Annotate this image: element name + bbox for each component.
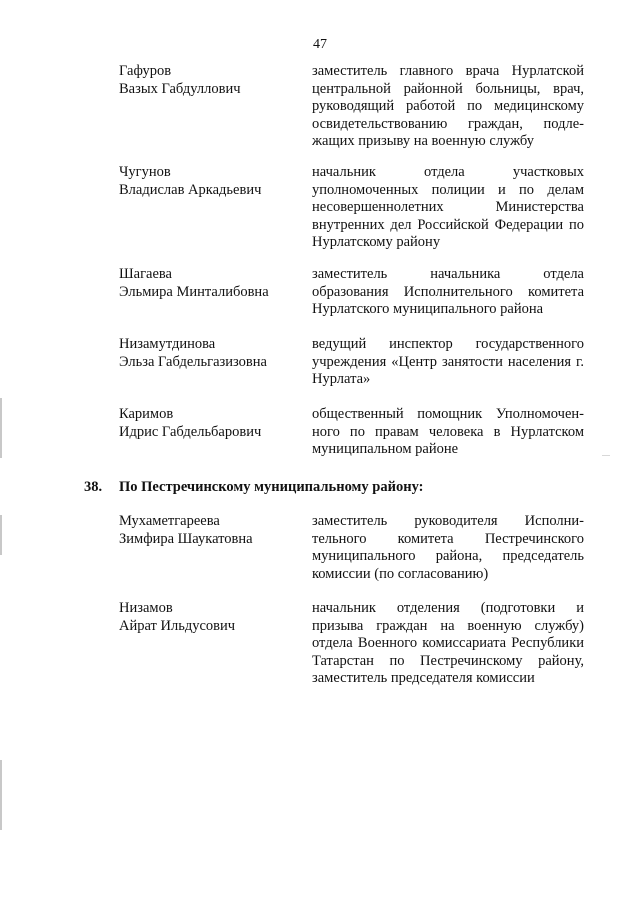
member-name	[119, 336, 289, 371]
scan-edge-mark	[0, 515, 2, 555]
scan-edge-mark	[0, 398, 2, 458]
member-position: ведущий инспектор государственного учреждения «Центр занятости населения г. Нурлата»	[312, 336, 584, 388]
member-surname: Чугунов	[119, 164, 171, 180]
member-position: заместитель руководителя Исполнительного комитета Пестречинского муниципального района, председатель комиссии (по согласованию)	[312, 513, 584, 582]
member-given-names: Вазых Габдуллович	[119, 80, 241, 97]
member-given-names: Эльза Габдельгазизовна	[119, 353, 267, 370]
section-number: 38.	[84, 479, 103, 495]
member-surname: Каримов	[119, 406, 174, 422]
member-given-names: Идрис Габдельбарович	[119, 423, 262, 440]
member-surname: Гафуров	[119, 63, 172, 79]
member-surname: Шагаева	[119, 266, 172, 282]
member-name	[119, 406, 289, 441]
member-name	[119, 164, 289, 199]
scan-speck	[602, 455, 610, 456]
member-given-names: Айрат Ильдусович	[119, 617, 236, 634]
member-position: начальник отдела участковых уполномоченных полиции и по делам несовершеннолетних Министерства внутренних дел Российской Федерации по Нурлатскому району	[312, 164, 584, 251]
member-surname: Низамутдинова	[119, 336, 216, 352]
section-heading	[84, 478, 423, 496]
member-position: начальник отделения (подготовки и призыва граждан на военную службу) отдела Военного комиссариата Республики Татарстан по Пестречинскому району, заместитель председателя комиссии	[312, 600, 584, 687]
page-number: 47	[313, 37, 327, 52]
member-name	[119, 63, 289, 98]
member-surname: Мухаметгареева	[119, 513, 220, 529]
member-surname: Низамов	[119, 600, 173, 616]
member-given-names: Эльмира Минталибовна	[119, 283, 269, 300]
member-position: заместитель начальника отдела образования Исполнительного комитета Нурлатского муниципального района	[312, 266, 584, 318]
section-title: По Пестречинскому муниципальному району:	[119, 479, 424, 495]
member-name	[119, 600, 289, 635]
member-given-names: Зимфира Шаукатовна	[119, 530, 253, 547]
member-position: общественный помощник Уполномоченного по правам человека в Нурлатском муниципальном районе	[312, 406, 584, 458]
member-position: заместитель главного врача Нурлатской центральной районной больницы, врач, руководящий работой по медицинскому освидетельствованию граждан, подлежащих призыву на военную службу	[312, 63, 584, 150]
scan-edge-mark	[0, 760, 2, 830]
member-given-names: Владислав Аркадьевич	[119, 181, 262, 198]
member-name	[119, 266, 289, 301]
member-name	[119, 513, 289, 548]
